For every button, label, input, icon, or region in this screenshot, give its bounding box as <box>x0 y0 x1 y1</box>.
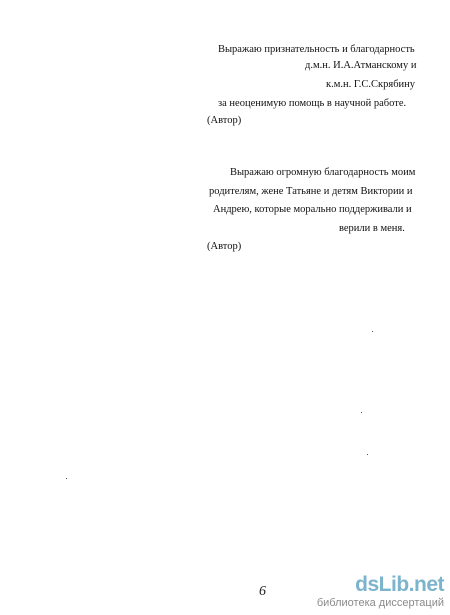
scan-speck <box>361 412 362 413</box>
ack2-line-2: родителям, жене Татьяне и детям Виктории и <box>209 186 413 197</box>
ack1-line-1: Выражаю признательность и благодарность <box>218 44 415 55</box>
ack2-line-3: Андрею, которые морально поддерживали и <box>213 204 412 215</box>
ack2-line-1: Выражаю огромную благодарность моим <box>230 167 416 178</box>
ack1-line-4: за неоценимую помощь в научной работе. <box>218 98 407 109</box>
scan-speck <box>372 331 373 332</box>
scan-speck <box>367 454 368 455</box>
ack2-author: (Автор) <box>207 241 242 252</box>
watermark <box>316 573 444 611</box>
page-number: 6 <box>259 584 266 599</box>
ack1-line-2: д.м.н. И.А.Атманскому и <box>305 60 417 71</box>
ack1-author: (Автор) <box>207 115 242 126</box>
watermark-logo: dsLib.net <box>355 573 444 596</box>
scan-speck <box>66 478 67 479</box>
watermark-subtitle: библиотека диссертаций <box>316 597 444 609</box>
ack2-line-4: верили в меня. <box>339 223 405 234</box>
ack1-line-3: к.м.н. Г.С.Скрябину <box>326 79 416 90</box>
